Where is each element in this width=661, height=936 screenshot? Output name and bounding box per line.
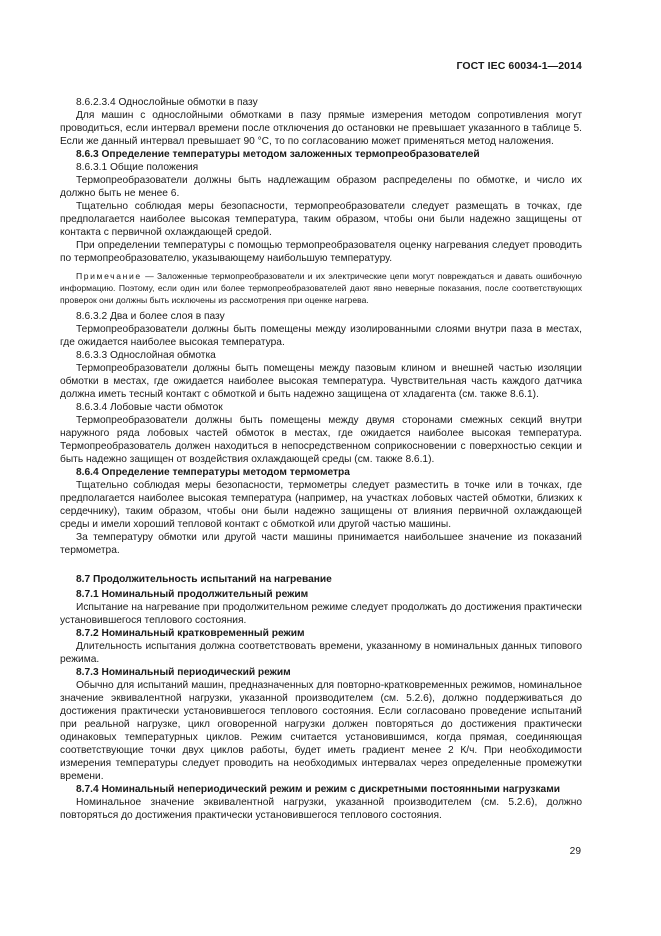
page-body (60, 96, 582, 822)
clause-8-6-2-3-4-title: 8.6.2.3.4 Однослойные обмотки в пазу (76, 97, 258, 108)
body-paragraph: Длительность испытания должна соответствовать времени, указанному в номинальных данных типового режима. (60, 641, 582, 665)
clause-8-7-1-title: 8.7.1 Номинальный продолжительный режим (76, 589, 309, 600)
document-code-header: ГОСТ IEC 60034-1—2014 (456, 60, 582, 72)
body-paragraph: Обычно для испытаний машин, предназначенных для повторно-кратковременных режимов, номинальное значение эквивалентной нагрузки, указанной производителем (см. 5.2.6), должно поддерживаться до достижения практически установившегося теплового состояния. Если согласовано проведение испытаний при реальной нагрузке, цикл оговоренной нагрузки должен повторяться до достижения практически одинаковых температурных циклов. Режим считается установившимся, когда прямая, соединяющая соответствующие точки двух циклов работы, будет иметь градиент менее 2 К/ч. При необходимости измерения температуры следует проводить на необходимых интервалах через определенные промежутки времени. (60, 680, 582, 782)
body-paragraph: Тщательно соблюдая меры безопасности, термометры следует разместить в точке или в точках, где предполагается наиболее высокая температура (например, на участках лобовых частей обмотки, близких к сердечнику), таким образом, чтобы они были надежно защищены от влияния первичной охлаждающей среды и имели хороший тепловой контакт с обмоткой или другой частью машины. (60, 480, 582, 530)
body-paragraph: Термопреобразователи должны быть помещены между пазовым клином и внешней частью изоляции обмотки в местах, где ожидается наиболее высокая температура. Чувствительная часть каждого датчика должна иметь тесный контакт с обмоткой и быть надежно защищена от хладагента (см. также 8.6.1). (60, 363, 582, 400)
clause-8-6-3-3-title: 8.6.3.3 Однослойная обмотка (76, 350, 216, 361)
body-paragraph: Термопреобразователи должны быть помещены между двумя сторонами смежных секций внутри наружного ряда лобовых частей обмоток в местах, где ожидается наиболее высокая температура. Термопреобразователь должен находиться в непосредственном соприкосновении с поверхностью секции и быть надежно защищен от воздействия охлаждающей среды (см. также 8.6.1). (60, 415, 582, 465)
body-paragraph: Для машин с однослойными обмотками в пазу прямые измерения методом сопротивления могут проводиться, если интервал времени после отключения до остановки не превышает указанного в таблице 5. Если же данный интервал превышает 90 °С, то по согласованию может применяться метод наложения. (60, 110, 582, 147)
note-label: Примечание (76, 271, 142, 281)
clause-8-6-3-4-title: 8.6.3.4 Лобовые части обмоток (76, 402, 223, 413)
section-8-7-title: 8.7 Продолжительность испытаний на нагревание (76, 574, 332, 585)
page-number: 29 (569, 846, 581, 857)
clause-8-7-2-title: 8.7.2 Номинальный кратковременный режим (76, 628, 305, 639)
body-paragraph: Термопреобразователи должны быть помещены между изолированными слоями внутри паза в местах, где ожидается наиболее высокая температура. (60, 324, 582, 348)
body-paragraph: Испытание на нагревание при продолжительном режиме следует продолжать до достижения практически установившегося теплового состояния. (60, 602, 582, 626)
clause-8-6-4-title: 8.6.4 Определение температуры методом термометра (76, 467, 350, 478)
clause-8-7-4-title: 8.7.4 Номинальный непериодический режим и режим с дискретными постоянными нагрузками (76, 784, 561, 795)
body-paragraph: Тщательно соблюдая меры безопасности, термопреобразователи следует размещать в точках, где предполагается наиболее высокая температура, таким образом, чтобы они были надежно защищены от контакта с первичной охлаждающей средой. (60, 201, 582, 238)
clause-8-6-3-2-title: 8.6.3.2 Два и более слоя в пазу (76, 311, 225, 322)
clause-8-7-3-title: 8.7.3 Номинальный периодический режим (76, 667, 291, 678)
body-paragraph: Термопреобразователи должны быть надлежащим образом распределены по обмотке, и число их должно быть не менее 6. (60, 175, 582, 199)
clause-8-6-3-title: 8.6.3 Определение температуры методом заложенных термопреобразователей (76, 149, 480, 160)
note-text: — Заложенные термопреобразователи и их электрические цепи могут повреждаться и давать ошибочную информацию. Поэтому, если один или более термопреобразователей дают явно неверные показания, после соответствующих проверок они должны быть исключены из рассмотрения при оценке нагрева. (60, 271, 582, 305)
body-paragraph: За температуру обмотки или другой части машины принимается наибольшее значение из показаний термометра. (60, 532, 582, 556)
note-block (60, 270, 582, 306)
body-paragraph: При определении температуры с помощью термопреобразователя оценку нагревания следует проводить по термопреобразователю, указывающему наибольшую температуру. (60, 240, 582, 264)
body-paragraph: Номинальное значение эквивалентной нагрузки, указанной производителем (см. 5.2.6), должно повторяться до достижения практически установившегося теплового состояния. (60, 797, 582, 821)
clause-8-6-3-1-title: 8.6.3.1 Общие положения (76, 162, 199, 173)
